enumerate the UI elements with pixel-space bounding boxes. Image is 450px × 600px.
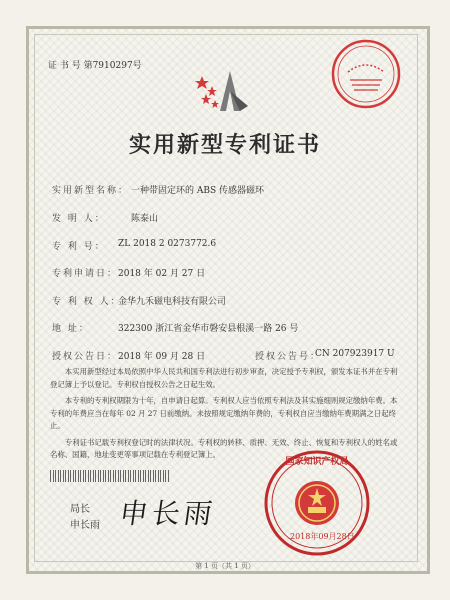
field-value-address: 322300 浙江省金华市磐安县根溪一路 26 号 bbox=[118, 324, 299, 334]
body-paragraph-1: 本实用新型经过本局依照中华人民共和国专利法进行初步审查，决定授予专利权，颁发本证书并在专利登记簿上予以登记。专利权自授权公告之日起生效。 bbox=[50, 367, 398, 389]
director-title: 局长 bbox=[70, 504, 90, 515]
barcode bbox=[50, 470, 170, 482]
field-label-filing-date: 专利申请日： bbox=[52, 269, 119, 279]
body-paragraph-3: 专利证书记载专利权登记时的法律状况。专利权的转移、质押、无效、终止、恢复和专利权人的姓名或名称、国籍、地址变更等事项记载在专利登记簿上。 bbox=[50, 437, 398, 459]
field-value-name: 一种带固定环的 ABS 传感器磁环 bbox=[131, 186, 265, 196]
field-value-patentee: 金华九禾磁电科技有限公司 bbox=[118, 297, 227, 307]
seal-date: 2018年09月28日 bbox=[290, 532, 355, 541]
certificate-number: 证 书 号 第7910297号 bbox=[48, 61, 142, 71]
field-label-name: 实用新型名称： bbox=[52, 186, 130, 196]
director-subtitle: 申长雨 bbox=[70, 520, 100, 531]
patent-office-emblem-icon bbox=[190, 66, 260, 116]
field-label-patentee: 专 利 权 人： bbox=[52, 297, 122, 307]
printing-seal-stamp bbox=[330, 38, 402, 110]
field-label-address: 地 址： bbox=[52, 324, 90, 334]
grant-pub-label: 授权公告号： bbox=[255, 352, 322, 362]
field-value-filing-date: 2018 年 02 月 27 日 bbox=[118, 269, 206, 279]
grant-pub-value: CN 207923917 U bbox=[315, 349, 395, 359]
body-paragraph-2: 本专利的专利权期限为十年，自申请日起算。专利权人应当依照专利法及其实施细则规定缴纳年费。本专利的年费应当在每年 02 月 27 日前缴纳。未按照规定缴纳年费的，专利权自应当缴纳年费期满之日起终止。 bbox=[50, 396, 398, 430]
field-value-inventor: 陈泰山 bbox=[131, 214, 159, 224]
certificate-title: 实用新型专利证书 bbox=[128, 132, 321, 158]
field-value-patent-number: ZL 2018 2 0273772.6 bbox=[118, 239, 217, 249]
field-label-patent-number: 专 利 号： bbox=[52, 242, 106, 252]
grant-date-label: 授权公告日： bbox=[52, 352, 119, 362]
director-signature: 申长雨 bbox=[117, 497, 219, 530]
svg-text:国家知识产权局: 国家知识产权局 bbox=[285, 457, 349, 467]
grant-date-value: 2018 年 09 月 28 日 bbox=[118, 352, 206, 362]
field-label-inventor: 发 明 人： bbox=[52, 214, 106, 224]
page-footer: 第 1 页（共 1 页） bbox=[195, 562, 255, 570]
